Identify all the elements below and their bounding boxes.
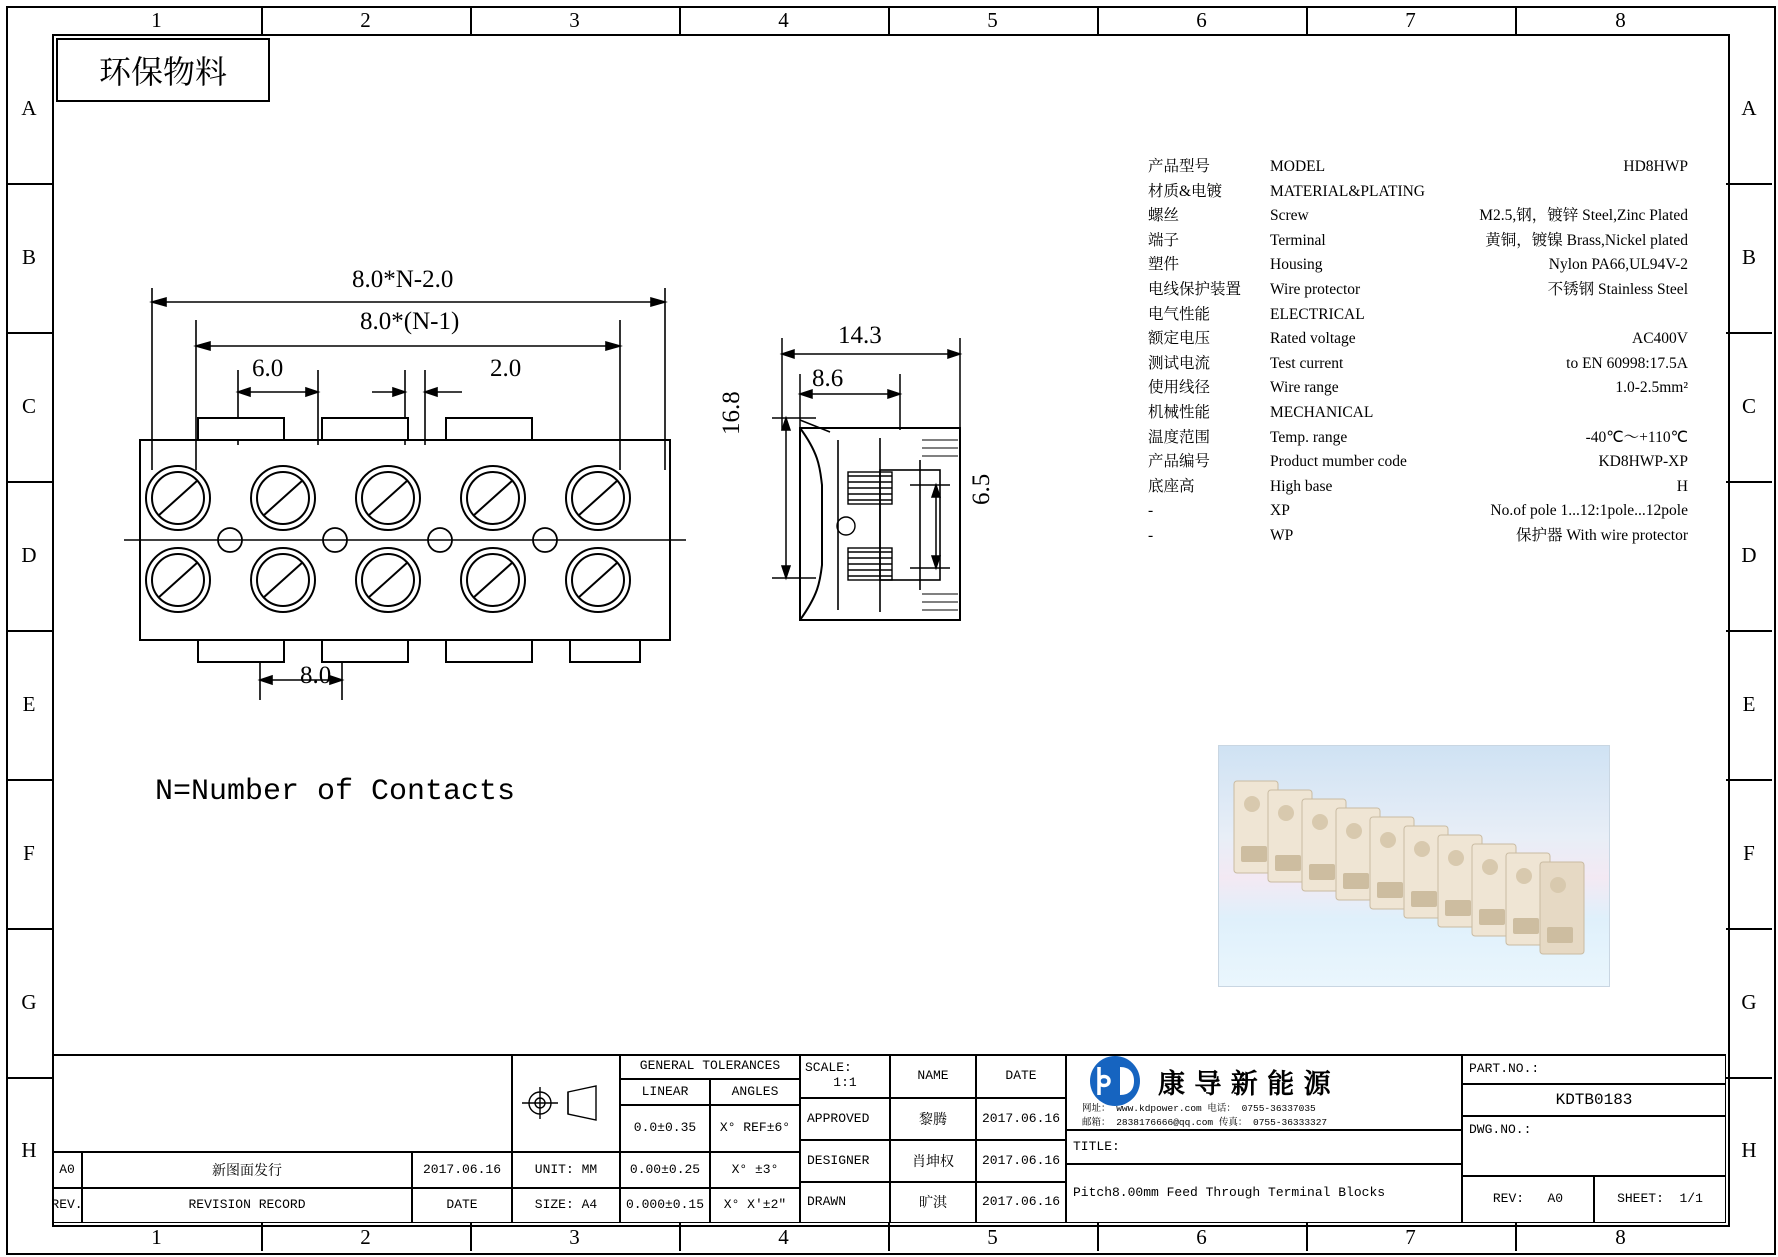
name-label-text: NAME	[917, 1067, 949, 1083]
ruler-tick	[470, 1223, 472, 1251]
zone-letter-right-D	[1726, 481, 1772, 630]
scale-label-text: SCALE:	[805, 1060, 852, 1076]
spec-row	[1148, 303, 1688, 328]
spec-val: M2.5,钢，镀锌 Steel,Zinc Plated	[1479, 207, 1688, 225]
spec-row	[1148, 376, 1688, 401]
spec-val: KD8HWP-XP	[1598, 453, 1688, 471]
zone-label: B	[21, 245, 36, 269]
zone-label: E	[22, 692, 36, 716]
spec-row	[1148, 524, 1688, 549]
ruler-tick	[1306, 1223, 1308, 1251]
ruler-tick	[470, 6, 472, 34]
spec-en: Terminal	[1270, 231, 1326, 249]
ruler-tick	[888, 6, 890, 34]
zone-label: 3	[569, 7, 580, 32]
front-view-drawing	[120, 280, 700, 710]
designer-label-text: DESIGNER	[807, 1152, 870, 1168]
tolerance-angle-2	[710, 1152, 800, 1188]
zone-letter-left-E	[6, 630, 52, 779]
date-label-text: DATE	[1005, 1067, 1037, 1083]
unit-text: UNIT: MM	[534, 1161, 598, 1177]
zone-label: A	[1741, 96, 1757, 120]
tolerance-text: 0.00±0.25	[629, 1161, 701, 1177]
zone-label: 1	[151, 1224, 162, 1249]
ruler-tick	[6, 481, 52, 483]
zone-number-top-5	[888, 6, 1097, 34]
scale-cell	[800, 1054, 890, 1098]
zone-label: 2	[360, 7, 371, 32]
ruler-tick	[1515, 6, 1517, 34]
date-col-label-text: DATE	[446, 1197, 478, 1213]
zone-label: 1	[151, 7, 162, 32]
size-cell	[512, 1188, 620, 1223]
zone-label: F	[1743, 841, 1755, 865]
zone-number-bottom-3	[470, 1223, 679, 1251]
dwg-no-label-text: DWG.NO.:	[1469, 1122, 1532, 1137]
angles-header	[710, 1079, 800, 1105]
revision-record-label-text: REVISION RECORD	[188, 1197, 306, 1213]
tolerance-text: X° REF±6°	[719, 1120, 791, 1136]
spec-cn: -	[1148, 526, 1154, 544]
zone-label: 7	[1405, 1224, 1416, 1249]
zone-label: 3	[569, 1224, 580, 1249]
zone-letter-right-C	[1726, 332, 1772, 481]
dimension-text: 8.6	[812, 365, 844, 392]
spec-cn: 电线保护装置	[1148, 280, 1242, 298]
dimension-text: 6.5	[968, 473, 995, 505]
spec-en: Housing	[1270, 256, 1323, 274]
sheet-cell	[1594, 1176, 1726, 1223]
dimension-text: 8.0*N-2.0	[352, 266, 454, 293]
zone-label: C	[21, 394, 36, 418]
ruler-tick	[1726, 183, 1772, 185]
part-no-label-text: PART.NO.:	[1469, 1060, 1540, 1076]
spec-en: ELECTRICAL	[1270, 305, 1365, 323]
designer-name-text: 肖坤权	[912, 1152, 954, 1169]
spec-en: MECHANICAL	[1270, 403, 1374, 421]
zone-letter-right-H	[1726, 1077, 1772, 1223]
ruler-tick	[6, 183, 52, 185]
drawn-date-text: 2017.06.16	[981, 1194, 1060, 1210]
spec-cn: 使用线径	[1148, 379, 1211, 397]
rev-code-text: A0	[59, 1161, 75, 1177]
revision-text-cell	[82, 1152, 412, 1188]
tolerance-angle-3	[710, 1188, 800, 1223]
zone-letter-left-H	[6, 1077, 52, 1223]
tolerance-text: X° X'±2"	[723, 1197, 787, 1213]
ruler-tick	[1726, 630, 1772, 632]
part-no-value-cell	[1462, 1084, 1726, 1116]
spec-val: 保护器 With wire protector	[1516, 526, 1688, 544]
revision-date-text: 2017.06.16	[422, 1161, 501, 1177]
approved-label-text: APPROVED	[807, 1110, 870, 1126]
zone-label: C	[1741, 394, 1756, 418]
zone-letter-left-F	[6, 779, 52, 928]
zone-letter-right-G	[1726, 928, 1772, 1077]
revision-record-label-cell	[82, 1188, 412, 1223]
spec-val: to EN 60998:17.5A	[1566, 354, 1688, 372]
sheet-label-text: SHEET:	[1617, 1191, 1664, 1207]
spec-cn: 底座高	[1148, 477, 1195, 495]
product-photo	[1218, 745, 1610, 987]
size-text: SIZE: A4	[534, 1197, 598, 1213]
ruler-tick	[888, 1223, 890, 1251]
zone-letter-right-F	[1726, 779, 1772, 928]
ruler-tick	[261, 6, 263, 34]
drawn-name-cell	[890, 1182, 976, 1223]
zone-label: 8	[1615, 7, 1626, 32]
drawn-label-text: DRAWN	[807, 1194, 847, 1210]
spec-cn: 材质&电镀	[1148, 182, 1223, 200]
spec-en: Temp. range	[1270, 428, 1348, 446]
dimension-text: 8.0*(N-1)	[360, 308, 460, 335]
zone-label: 8	[1615, 1224, 1626, 1249]
ruler-tick	[6, 779, 52, 781]
ruler-tick	[6, 928, 52, 930]
section-view-drawing	[760, 320, 1080, 650]
zone-number-top-8	[1515, 6, 1726, 34]
zone-number-bottom-8	[1515, 1223, 1726, 1251]
sheet-value-text: 1/1	[1679, 1191, 1703, 1207]
spec-val: 1.0-2.5mm²	[1615, 379, 1688, 397]
zone-number-top-7	[1306, 6, 1515, 34]
spec-cn: -	[1148, 502, 1154, 520]
contacts-note	[155, 775, 515, 809]
dwg-no-cell	[1462, 1116, 1726, 1176]
spec-cn: 测试电流	[1148, 354, 1211, 372]
tolerance-text: 0.000±0.15	[625, 1197, 704, 1213]
approved-date-text: 2017.06.16	[981, 1110, 1060, 1126]
designer-date-cell	[976, 1140, 1066, 1182]
zone-label: H	[21, 1137, 37, 1162]
spec-en: Screw	[1270, 207, 1309, 225]
angles-text: ANGLES	[731, 1083, 779, 1099]
zone-letter-left-B	[6, 183, 52, 332]
spec-cn: 额定电压	[1148, 330, 1211, 348]
approved-name-text: 黎腾	[919, 1110, 947, 1127]
spec-val: AC400V	[1632, 330, 1688, 348]
company-name-text	[1158, 1062, 1331, 1101]
dimension-16-8	[718, 391, 746, 435]
spec-row	[1148, 327, 1688, 352]
rev-cell	[1462, 1176, 1594, 1223]
spec-en: MATERIAL&PLATING	[1270, 182, 1425, 200]
tolerance-text: 0.0±0.35	[633, 1120, 697, 1136]
spec-row	[1148, 450, 1688, 475]
general-tolerances-header	[620, 1054, 800, 1079]
zone-number-bottom-5	[888, 1223, 1097, 1251]
spec-val: Nylon PA66,UL94V-2	[1548, 256, 1688, 274]
zone-label: H	[1741, 1137, 1757, 1162]
tolerance-text: X° ±3°	[731, 1161, 779, 1177]
dimension-2-0	[490, 355, 521, 383]
zone-letter-left-G	[6, 928, 52, 1077]
zone-label: G	[1741, 990, 1757, 1014]
ruler-tick	[6, 630, 52, 632]
zone-number-top-2	[261, 6, 470, 34]
spec-cn: 产品编号	[1148, 453, 1211, 471]
zone-label: 5	[987, 7, 998, 32]
spec-row	[1148, 180, 1688, 205]
dimension-text: 14.3	[838, 322, 882, 349]
drawn-name-text: 旷淇	[919, 1194, 947, 1211]
zone-label: 2	[360, 1224, 371, 1249]
zone-label: 5	[987, 1224, 998, 1249]
ruler-tick	[1726, 928, 1772, 930]
ruler-tick	[1306, 6, 1308, 34]
zone-label: G	[21, 990, 37, 1014]
zone-letter-left-D	[6, 481, 52, 630]
approved-date-cell	[976, 1098, 1066, 1140]
zone-label: 6	[1196, 1224, 1207, 1249]
zone-label: D	[1741, 543, 1757, 567]
rev-label-cell	[52, 1188, 82, 1223]
eco-material-label	[56, 38, 270, 102]
spec-en: High base	[1270, 477, 1333, 495]
rev-value-text: A0	[1547, 1191, 1564, 1207]
rev-label-text: REV.	[51, 1197, 83, 1213]
spec-val: No.of pole 1...12:1pole...12pole	[1490, 502, 1688, 520]
title-value-text: Pitch8.00mm Feed Through Terminal Blocks	[1073, 1185, 1386, 1201]
dimension-pitch-span	[360, 308, 459, 336]
company-contact-text: 邮箱： 2838176666@qq.com 传真： 0755-36333327	[1082, 1117, 1328, 1128]
rev-letter-cell	[52, 1152, 82, 1188]
approved-label-cell	[800, 1098, 890, 1140]
ruler-tick	[1726, 779, 1772, 781]
spec-val: 黄铜，镀镍 Brass,Nickel plated	[1485, 231, 1688, 249]
zone-label: D	[21, 543, 37, 567]
zone-label: 6	[1196, 7, 1207, 32]
spec-row	[1148, 426, 1688, 451]
ruler-tick	[679, 6, 681, 34]
spec-cn: 温度范围	[1148, 428, 1211, 446]
company-contact-text: 网址： www.kdpower.com 电话： 0755-36337035	[1082, 1103, 1316, 1114]
zone-letter-right-E	[1726, 630, 1772, 779]
specification-table	[1148, 155, 1688, 549]
first-angle-projection-icon	[520, 1083, 612, 1123]
zone-label: 4	[778, 1224, 789, 1249]
spec-en: Wire range	[1270, 379, 1339, 397]
dimension-8-6	[812, 365, 843, 393]
spec-row	[1148, 278, 1688, 303]
spec-en: XP	[1270, 502, 1290, 520]
ruler-tick	[1726, 332, 1772, 334]
spec-en: Wire protector	[1270, 280, 1361, 298]
rev-label2-text: REV:	[1492, 1191, 1525, 1207]
spec-cn: 端子	[1148, 231, 1180, 249]
revision-empty-cell	[52, 1054, 512, 1152]
designer-name-cell	[890, 1140, 976, 1182]
spec-en: WP	[1270, 526, 1294, 544]
unit-cell	[512, 1152, 620, 1188]
part-no-value-text: KDTB0183	[1555, 1090, 1633, 1109]
spec-en: Product mumber code	[1270, 453, 1407, 471]
tolerance-linear-2	[620, 1152, 710, 1188]
date-col-label-cell	[412, 1188, 512, 1223]
zone-number-top-4	[679, 6, 888, 34]
zone-number-bottom-7	[1306, 1223, 1515, 1251]
spec-row	[1148, 253, 1688, 278]
spec-row	[1148, 352, 1688, 377]
zone-letter-right-A	[1726, 34, 1772, 183]
designer-label-cell	[800, 1140, 890, 1182]
spec-row	[1148, 229, 1688, 254]
spec-cn: 塑件	[1148, 256, 1180, 274]
part-no-label-cell	[1462, 1054, 1726, 1084]
ruler-tick	[1515, 1223, 1517, 1251]
revision-date-cell	[412, 1152, 512, 1188]
zone-label: A	[21, 96, 37, 120]
spec-row	[1148, 475, 1688, 500]
dimension-text: 8.0	[300, 662, 332, 689]
approved-name-cell	[890, 1098, 976, 1140]
dimension-8-0	[300, 662, 331, 690]
eco-material-text: 环保物料	[98, 53, 227, 91]
zone-label: F	[23, 841, 35, 865]
spec-val: 不锈钢 Stainless Steel	[1547, 280, 1688, 298]
zone-number-top-1	[52, 6, 261, 34]
dimension-overall	[352, 266, 453, 294]
zone-letter-left-C	[6, 332, 52, 481]
zone-number-top-6	[1097, 6, 1306, 34]
name-header	[890, 1054, 976, 1098]
ruler-tick	[6, 332, 52, 334]
ruler-tick	[1726, 1077, 1772, 1079]
zone-label: E	[1742, 692, 1756, 716]
zone-number-bottom-6	[1097, 1223, 1306, 1251]
ruler-tick	[679, 1223, 681, 1251]
spec-cn: 产品型号	[1148, 158, 1211, 175]
company-contact-line2	[1082, 1114, 1327, 1128]
spec-en: MODEL	[1270, 158, 1326, 175]
dimension-text: 2.0	[490, 355, 522, 382]
company-contact-line1	[1082, 1100, 1316, 1114]
company-name-value: 康 导 新 能 源	[1158, 1069, 1331, 1100]
dimension-6-5	[968, 474, 996, 505]
zone-label: B	[1741, 245, 1756, 269]
zone-label: 4	[778, 7, 789, 32]
zone-number-top-3	[470, 6, 679, 34]
linear-text: LINEAR	[641, 1083, 689, 1099]
tolerance-angle-1	[710, 1105, 800, 1152]
zone-label: 7	[1405, 7, 1416, 32]
dimension-6-0	[252, 355, 283, 383]
zone-letter-right-B	[1726, 183, 1772, 332]
ruler-tick	[6, 1077, 52, 1079]
spec-en: Rated voltage	[1270, 330, 1356, 348]
ruler-tick	[1726, 481, 1772, 483]
spec-val: H	[1676, 477, 1688, 495]
product-photo-graphic	[1219, 746, 1609, 986]
ruler-tick	[261, 1223, 263, 1251]
revision-text: 新图面发行	[212, 1161, 282, 1178]
zone-number-bottom-2	[261, 1223, 470, 1251]
spec-row	[1148, 401, 1688, 426]
spec-val: -40℃～+110℃	[1585, 428, 1688, 446]
tolerance-linear-1	[620, 1105, 710, 1152]
spec-en: Test current	[1270, 354, 1344, 372]
spec-row	[1148, 499, 1688, 524]
projection-symbol-cell	[512, 1054, 620, 1152]
zone-letter-left-A	[6, 34, 52, 183]
spec-row	[1148, 155, 1688, 180]
spec-val: HD8HWP	[1623, 158, 1688, 175]
title-label-text: TITLE:	[1073, 1138, 1120, 1154]
drawn-label-cell	[800, 1182, 890, 1223]
scale-value-text: 1:1	[833, 1075, 857, 1090]
general-tolerances-text: GENERAL TOLERANCES	[639, 1058, 781, 1074]
dimension-text: 16.8	[718, 391, 745, 435]
title-value-cell	[1066, 1164, 1462, 1223]
contacts-note-text: N=Number of Contacts	[155, 775, 516, 809]
tolerance-linear-3	[620, 1188, 710, 1223]
dimension-text: 6.0	[252, 355, 284, 382]
dimension-14-3	[838, 322, 882, 350]
drawn-date-cell	[976, 1182, 1066, 1223]
spec-cn: 机械性能	[1148, 403, 1211, 421]
date-header	[976, 1054, 1066, 1098]
spec-cn: 电气性能	[1148, 305, 1211, 323]
ruler-tick	[1097, 1223, 1099, 1251]
spec-cn: 螺丝	[1148, 207, 1180, 225]
spec-row	[1148, 204, 1688, 229]
title-label-cell	[1066, 1130, 1462, 1164]
zone-number-bottom-4	[679, 1223, 888, 1251]
designer-date-text: 2017.06.16	[981, 1152, 1060, 1168]
ruler-tick	[1097, 6, 1099, 34]
linear-header	[620, 1079, 710, 1105]
zone-number-bottom-1	[52, 1223, 261, 1251]
